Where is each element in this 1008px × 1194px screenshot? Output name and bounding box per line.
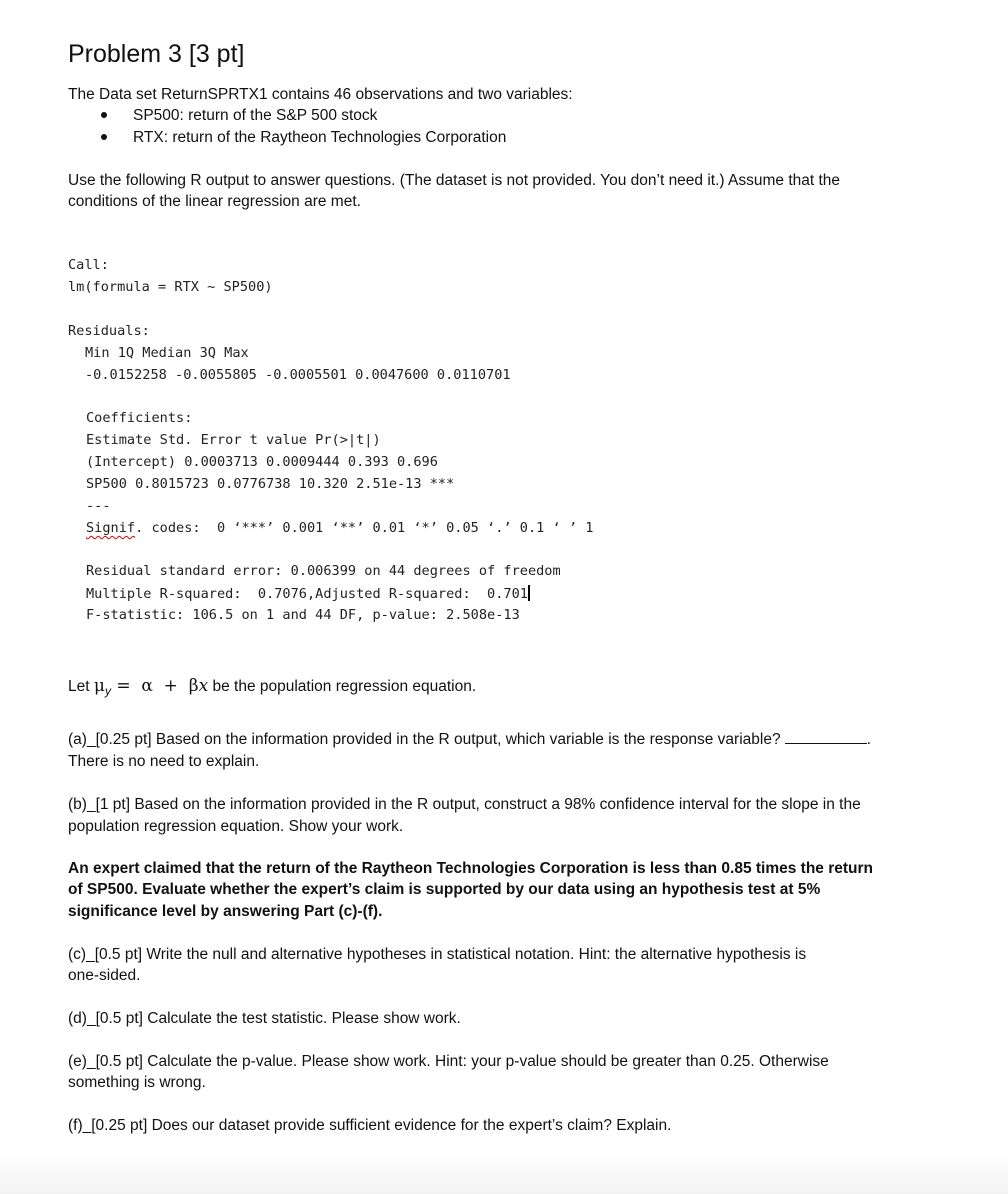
r-coefficients-header: Estimate Std. Error t value Pr(>|t|)	[86, 432, 381, 448]
r-coefficients-label: Coefficients:	[86, 410, 193, 426]
r-coef-sp500-row: SP500 0.8015723 0.0776738 10.320 2.51e-13 ***	[86, 476, 455, 492]
question-b-line-1: (b)_[1 pt] Based on the information provided in the R output, construct a 98% confidence interval for the slope in the	[68, 796, 861, 813]
instructions-line-1: Use the following R output to answer questions. (The dataset is not provided. You don’t need it.) Assume that the	[68, 172, 841, 189]
question-a-line-1	[68, 729, 871, 751]
page-bottom-shadow	[0, 1154, 1008, 1194]
r-signif-word: Signif	[86, 520, 136, 536]
question-d-line-1: (d)_[0.5 pt] Calculate the test statistic. Please show work.	[68, 1010, 461, 1027]
mu-subscript: y	[104, 684, 111, 699]
question-f-line-1: (f)_[0.25 pt] Does our dataset provide sufficient evidence for the expert’s claim? Explain.	[68, 1117, 672, 1134]
question-a-text: (a)_[0.25 pt] Based on the information provided in the R output, which variable is the response variable?	[68, 731, 781, 748]
bullet-item-sp500: SP500: return of the S&P 500 stock	[133, 107, 378, 124]
question-b-line-2: population regression equation. Show your work.	[68, 818, 404, 835]
let-prefix: Let	[68, 678, 90, 695]
text-cursor-icon	[528, 585, 530, 601]
r-residual-standard-error: Residual standard error: 0.006399 on 44 degrees of freedom	[86, 563, 561, 579]
instructions-line-2: conditions of the linear regression are met.	[68, 193, 361, 210]
regression-equation-line	[68, 675, 476, 702]
equation-body: = α + β	[110, 676, 199, 696]
question-a-line-2: There is no need to explain.	[68, 753, 260, 770]
r-call-formula: lm(formula = RTX ~ SP500)	[68, 279, 273, 295]
question-e-line-2: something is wrong.	[68, 1074, 206, 1091]
question-c-line-2: one-sided.	[68, 967, 141, 984]
mu-symbol: μ	[93, 676, 105, 696]
r-separator: ---	[86, 498, 111, 514]
answer-blank[interactable]	[785, 729, 867, 744]
r-r-squared-line	[86, 585, 530, 602]
question-e-line-1: (e)_[0.5 pt] Calculate the p-value. Please show work. Hint: your p-value should be greater than 0.25. Otherwise	[68, 1053, 829, 1070]
bullet-icon	[101, 134, 107, 140]
r-residuals-label: Residuals:	[68, 323, 150, 339]
page-title: Problem 3 [3 pt]	[68, 40, 245, 68]
intro-text: The Data set ReturnSPRTX1 contains 46 observations and two variables:	[68, 86, 573, 103]
equation-x: x	[198, 676, 209, 696]
let-suffix: be the population regression equation.	[212, 678, 477, 695]
claim-line-2: of SP500. Evaluate whether the expert’s claim is supported by our data using an hypothesis test at 5%	[68, 881, 821, 898]
r-coef-intercept-row: (Intercept) 0.0003713 0.0009444 0.393 0.696	[86, 454, 438, 470]
bullet-icon	[101, 112, 107, 118]
r-signif-codes	[86, 520, 593, 536]
r-signif-rest: . codes: 0 ‘***’ 0.001 ‘**’ 0.01 ‘*’ 0.05 ‘.’ 0.1 ‘ ’ 1	[135, 520, 594, 536]
r-r-squared: Multiple R-squared: 0.7076,Adjusted R-squared: 0.701	[86, 586, 528, 602]
claim-line-1: An expert claimed that the return of the Raytheon Technologies Corporation is less than 0.85 times the return	[68, 860, 874, 877]
r-f-statistic: F-statistic: 106.5 on 1 and 44 DF, p-value: 2.508e-13	[86, 607, 520, 623]
claim-line-3: significance level by answering Part (c)-(f).	[68, 903, 383, 920]
r-residuals-values: -0.0152258 -0.0055805 -0.0005501 0.0047600 0.0110701	[85, 367, 511, 383]
question-a-period: .	[866, 731, 871, 748]
bullet-item-rtx: RTX: return of the Raytheon Technologies Corporation	[133, 129, 507, 146]
r-call-label: Call:	[68, 257, 109, 273]
r-residuals-header: Min 1Q Median 3Q Max	[85, 345, 249, 361]
question-c-line-1: (c)_[0.5 pt] Write the null and alternative hypotheses in statistical notation. Hint: the alternative hypothesis is	[68, 946, 807, 963]
